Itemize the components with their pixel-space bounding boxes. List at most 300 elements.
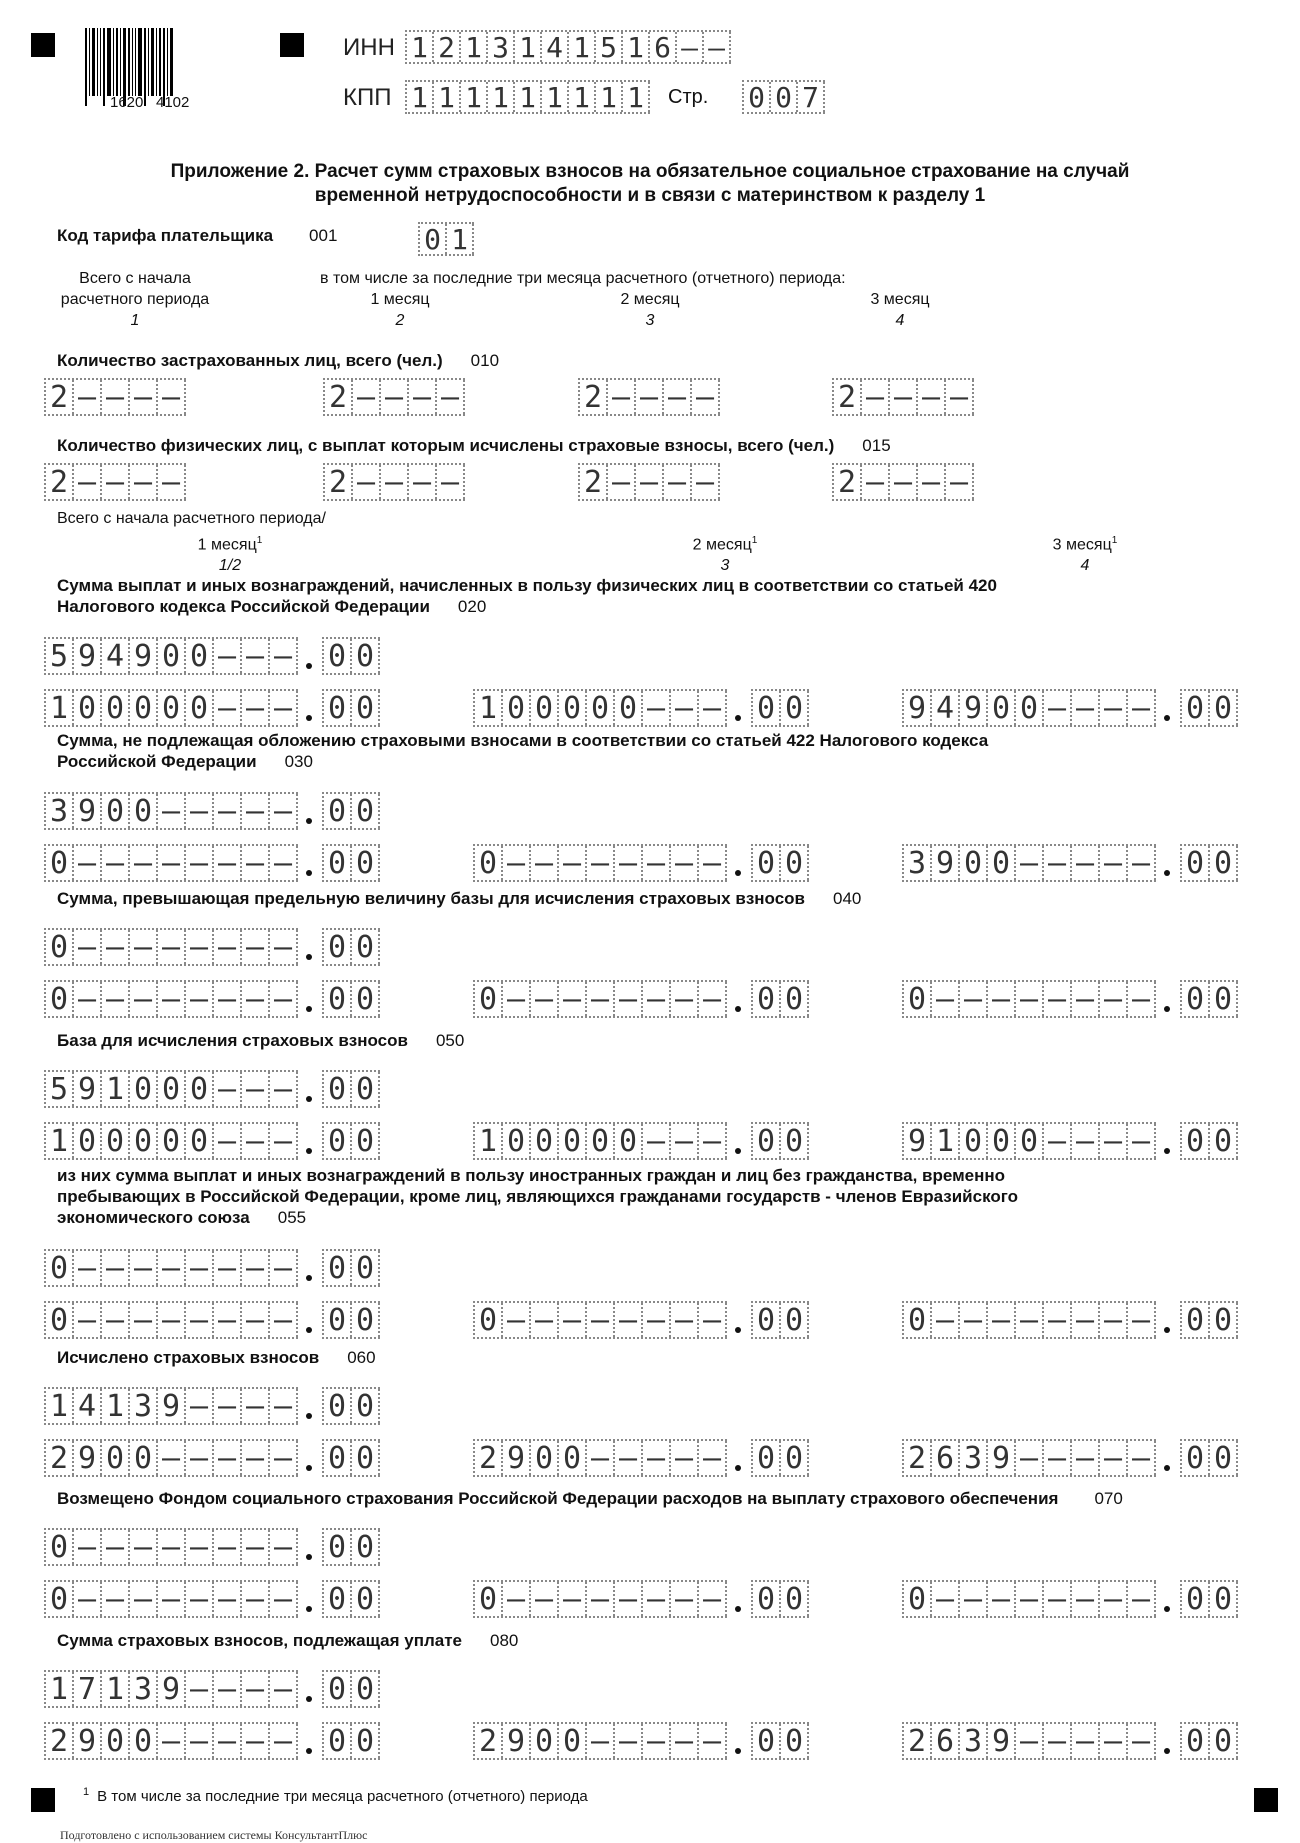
kpp-field[interactable] (405, 80, 650, 114)
money-field-060-month-3-decimal[interactable] (1180, 1439, 1238, 1477)
comb-cell: – (102, 982, 130, 1016)
comb-cell: 0 (352, 1303, 380, 1337)
comb-cell: 0 (960, 846, 988, 880)
money-field-040-month-2-decimal[interactable] (751, 980, 809, 1018)
prepared-note: Подготовлено с использованием системы КонсультантПлюс (60, 1828, 368, 1842)
comb-cell: 3 (904, 846, 932, 880)
comb-cell: – (1100, 1124, 1128, 1158)
decimal-point (1164, 1148, 1170, 1154)
comb-cell: 2 (834, 380, 862, 414)
count-col-3-number: 3 (645, 312, 655, 329)
comb-cell: 0 (186, 1072, 214, 1106)
money-field-050-month-1-decimal[interactable] (322, 1122, 380, 1160)
money-col-2-footnote-mark: 1 (751, 535, 758, 546)
count-field-015-col-4[interactable] (832, 463, 974, 501)
money-field-060-month-2-integer[interactable] (473, 1439, 727, 1477)
comb-cell: – (102, 1530, 130, 1564)
comb-cell: – (531, 846, 559, 880)
comb-cell: – (615, 846, 643, 880)
comb-cell: – (102, 465, 130, 499)
money-field-040-total-integer[interactable] (44, 928, 298, 966)
comb-cell: – (862, 465, 890, 499)
comb-cell: 0 (324, 1251, 352, 1285)
comb-cell: – (704, 32, 731, 62)
kpp-label: КПП (343, 84, 392, 111)
comb-cell: 0 (130, 1072, 158, 1106)
comb-cell: 0 (587, 1124, 615, 1158)
comb-cell: 1 (46, 1124, 74, 1158)
money-field-060-total-decimal[interactable] (322, 1387, 380, 1425)
comb-cell: – (102, 846, 130, 880)
comb-cell: 0 (904, 982, 932, 1016)
comb-cell: – (242, 982, 270, 1016)
comb-cell: – (186, 1582, 214, 1616)
money-col-1-number: 1/2 (218, 557, 242, 575)
comb-cell: – (608, 465, 636, 499)
money-field-060-month-1-decimal[interactable] (322, 1439, 380, 1477)
tariff-label (57, 225, 337, 246)
money-field-030-month-1-decimal[interactable] (322, 844, 380, 882)
comb-cell: – (671, 982, 699, 1016)
comb-cell: 0 (475, 1582, 503, 1616)
comb-cell: – (242, 1124, 270, 1158)
money-field-080-month-2-integer[interactable] (473, 1722, 727, 1760)
comb-cell: – (671, 1124, 699, 1158)
count-col-1-line-2: расчетного периода (60, 291, 210, 308)
comb-cell: 9 (74, 1072, 102, 1106)
money-field-055-total-decimal[interactable] (322, 1249, 380, 1287)
count-col-2-label: 1 месяц (370, 291, 430, 308)
comb-cell: – (242, 1251, 270, 1285)
comb-cell: 0 (1210, 1441, 1238, 1475)
comb-cell: 0 (960, 1124, 988, 1158)
decimal-point (1164, 1465, 1170, 1471)
barcode-bar (148, 28, 149, 96)
count-field-015-col-1[interactable] (44, 463, 186, 501)
comb-cell: – (671, 1724, 699, 1758)
comb-cell: 1 (623, 32, 650, 62)
comb-cell: 3 (488, 32, 515, 62)
money-field-070-month-2-integer[interactable] (473, 1580, 727, 1618)
comb-cell: 1 (542, 82, 569, 112)
comb-cell: – (1044, 1582, 1072, 1616)
decimal-point (1164, 1006, 1170, 1012)
money-field-055-month-2-decimal[interactable] (751, 1301, 809, 1339)
comb-cell: – (1016, 846, 1044, 880)
comb-cell: – (158, 794, 186, 828)
comb-cell: – (186, 930, 214, 964)
decimal-point (306, 1327, 312, 1333)
decimal-point (1164, 870, 1170, 876)
row-label-line: экономического союза (57, 1208, 250, 1227)
barcode-bar (97, 28, 98, 96)
comb-cell: – (158, 380, 186, 414)
comb-cell: – (587, 1303, 615, 1337)
comb-cell: – (214, 982, 242, 1016)
comb-cell: 9 (904, 1124, 932, 1158)
comb-cell: 1 (515, 32, 542, 62)
comb-cell: – (214, 1724, 242, 1758)
comb-cell: 2 (46, 1724, 74, 1758)
comb-cell: – (130, 1303, 158, 1337)
comb-cell: 0 (1182, 982, 1210, 1016)
money-field-080-total-decimal[interactable] (322, 1670, 380, 1708)
comb-cell: – (214, 930, 242, 964)
comb-cell: 4 (102, 639, 130, 673)
comb-cell: 0 (1182, 1724, 1210, 1758)
comb-cell: 5 (46, 1072, 74, 1106)
comb-cell: – (1128, 982, 1156, 1016)
comb-cell: 0 (46, 846, 74, 880)
comb-cell: 0 (324, 1672, 352, 1706)
comb-cell: 1 (407, 82, 434, 112)
comb-cell: – (242, 1389, 270, 1423)
money-field-030-total-integer[interactable] (44, 792, 298, 830)
alignment-marker-top-right (280, 33, 304, 57)
row-label-010 (57, 350, 499, 371)
comb-cell: – (918, 465, 946, 499)
comb-cell: – (1100, 1441, 1128, 1475)
footnote (83, 1786, 588, 1805)
decimal-point (306, 1148, 312, 1154)
row-label-line: Сумма, превышающая предельную величину базы для исчисления страховых взносов (57, 889, 805, 908)
comb-cell: 0 (781, 1441, 809, 1475)
money-field-050-month-2-integer[interactable] (473, 1122, 727, 1160)
comb-cell: 0 (531, 1724, 559, 1758)
comb-cell: – (559, 1582, 587, 1616)
barcode-bar (85, 28, 87, 106)
comb-cell: 0 (102, 1441, 130, 1475)
comb-cell: – (503, 982, 531, 1016)
row-label-line: Налогового кодекса Российской Федерации (57, 597, 430, 616)
comb-cell: – (1100, 1582, 1128, 1616)
money-intro: Всего с начала расчетного периода/ (57, 510, 326, 527)
comb-cell: – (270, 1251, 298, 1285)
comb-cell: 9 (74, 1724, 102, 1758)
row-code: 060 (347, 1348, 376, 1367)
decimal-point (735, 1006, 741, 1012)
money-field-080-month-1-decimal[interactable] (322, 1722, 380, 1760)
comb-cell: – (437, 380, 465, 414)
comb-cell: – (242, 1672, 270, 1706)
comb-cell: – (1128, 1303, 1156, 1337)
comb-cell: 0 (753, 1124, 781, 1158)
comb-cell: 2 (904, 1441, 932, 1475)
comb-cell: 0 (781, 846, 809, 880)
comb-cell: – (381, 465, 409, 499)
money-field-070-month-3-decimal[interactable] (1180, 1580, 1238, 1618)
comb-cell: 0 (324, 1724, 352, 1758)
count-col-1-line-1: Всего с начала (79, 270, 191, 287)
money-field-070-month-3-integer[interactable] (902, 1580, 1156, 1618)
comb-cell: – (214, 691, 242, 725)
barcode-bar (132, 28, 133, 96)
comb-cell: – (186, 1251, 214, 1285)
comb-cell: – (270, 639, 298, 673)
comb-cell: – (214, 1582, 242, 1616)
count-field-015-col-2[interactable] (323, 463, 465, 501)
money-field-050-month-1-integer[interactable] (44, 1122, 298, 1160)
count-col-3-header (590, 289, 710, 331)
comb-cell: 0 (531, 1441, 559, 1475)
comb-cell: 2 (475, 1441, 503, 1475)
comb-cell: 9 (74, 794, 102, 828)
comb-cell: 3 (46, 794, 74, 828)
money-field-020-total-integer[interactable] (44, 637, 298, 675)
barcode-bar (138, 28, 142, 96)
page-number-field[interactable] (742, 80, 825, 114)
comb-cell: – (946, 465, 974, 499)
comb-cell: – (102, 1303, 130, 1337)
row-label-030 (57, 730, 1247, 772)
comb-cell: 0 (1182, 1582, 1210, 1616)
money-field-050-month-3-decimal[interactable] (1180, 1122, 1238, 1160)
comb-cell: 0 (46, 1582, 74, 1616)
comb-cell: – (158, 465, 186, 499)
comb-cell: – (158, 1724, 186, 1758)
comb-cell: 0 (102, 1724, 130, 1758)
decimal-point (735, 870, 741, 876)
comb-cell: 0 (1182, 1303, 1210, 1337)
comb-cell: – (960, 1582, 988, 1616)
decimal-point (306, 1748, 312, 1754)
row-code: 010 (470, 351, 500, 370)
comb-cell: 0 (352, 639, 380, 673)
comb-cell: – (270, 794, 298, 828)
comb-cell: – (643, 982, 671, 1016)
money-field-055-month-2-integer[interactable] (473, 1301, 727, 1339)
count-field-010-col-2[interactable] (323, 378, 465, 416)
comb-cell: 0 (352, 846, 380, 880)
money-field-080-month-1-integer[interactable] (44, 1722, 298, 1760)
tariff-code: 001 (309, 226, 338, 245)
money-field-070-total-integer[interactable] (44, 1528, 298, 1566)
barcode-bar (100, 28, 101, 96)
comb-cell: – (671, 846, 699, 880)
money-field-080-month-3-integer[interactable] (902, 1722, 1156, 1760)
row-code: 055 (277, 1208, 307, 1227)
barcode-bar (107, 28, 111, 96)
comb-cell: – (214, 1672, 242, 1706)
decimal-point (306, 1413, 312, 1419)
comb-cell: – (74, 982, 102, 1016)
money-field-030-month-3-decimal[interactable] (1180, 844, 1238, 882)
decimal-point (306, 870, 312, 876)
tariff-field[interactable] (418, 222, 474, 256)
comb-cell: 0 (352, 1251, 380, 1285)
comb-cell: – (186, 1441, 214, 1475)
comb-cell: 3 (960, 1441, 988, 1475)
count-col-1-header (30, 268, 240, 331)
comb-cell: 0 (904, 1303, 932, 1337)
comb-cell: 0 (158, 691, 186, 725)
comb-cell: 0 (352, 794, 380, 828)
comb-cell: 0 (158, 639, 186, 673)
count-field-010-col-4[interactable] (832, 378, 974, 416)
comb-cell: 0 (324, 1072, 352, 1106)
money-field-080-month-3-decimal[interactable] (1180, 1722, 1238, 1760)
comb-cell: 6 (650, 32, 677, 62)
comb-cell: – (1072, 982, 1100, 1016)
comb-cell: – (671, 1582, 699, 1616)
money-field-040-month-1-decimal[interactable] (322, 980, 380, 1018)
money-field-030-month-2-integer[interactable] (473, 844, 727, 882)
money-field-070-month-1-decimal[interactable] (322, 1580, 380, 1618)
money-field-080-month-2-decimal[interactable] (751, 1722, 809, 1760)
money-field-055-total-integer[interactable] (44, 1249, 298, 1287)
money-field-070-total-decimal[interactable] (322, 1528, 380, 1566)
comb-cell: 0 (324, 639, 352, 673)
comb-cell: – (608, 380, 636, 414)
alignment-marker-bottom-right (1254, 1788, 1278, 1812)
decimal-point (735, 1748, 741, 1754)
money-field-070-month-2-decimal[interactable] (751, 1580, 809, 1618)
comb-cell: – (270, 1441, 298, 1475)
comb-cell: 1 (623, 82, 650, 112)
money-field-030-month-3-integer[interactable] (902, 844, 1156, 882)
money-field-050-total-integer[interactable] (44, 1070, 298, 1108)
money-field-055-month-3-integer[interactable] (902, 1301, 1156, 1339)
count-col-1-number: 1 (130, 312, 140, 329)
barcode-bar (135, 28, 136, 96)
decimal-point (735, 715, 741, 721)
comb-cell: – (643, 1124, 671, 1158)
money-field-020-total-decimal[interactable] (322, 637, 380, 675)
comb-cell: 0 (503, 691, 531, 725)
comb-cell: 0 (1182, 691, 1210, 725)
money-field-020-month-3-integer[interactable] (902, 689, 1156, 727)
comb-cell: 0 (74, 1124, 102, 1158)
money-field-060-total-integer[interactable] (44, 1387, 298, 1425)
money-field-080-total-integer[interactable] (44, 1670, 298, 1708)
comb-cell: 1 (515, 82, 542, 112)
barcode-bar (128, 28, 130, 96)
comb-cell: – (158, 1530, 186, 1564)
comb-cell: – (270, 1389, 298, 1423)
comb-cell: 0 (781, 1582, 809, 1616)
comb-cell: – (960, 1303, 988, 1337)
money-field-050-total-decimal[interactable] (322, 1070, 380, 1108)
money-field-030-month-1-integer[interactable] (44, 844, 298, 882)
comb-cell: – (699, 846, 727, 880)
money-field-055-month-1-decimal[interactable] (322, 1301, 380, 1339)
money-field-030-month-2-decimal[interactable] (751, 844, 809, 882)
money-field-040-month-3-decimal[interactable] (1180, 980, 1238, 1018)
comb-cell: – (988, 1582, 1016, 1616)
comb-cell: – (960, 982, 988, 1016)
money-field-055-month-1-integer[interactable] (44, 1301, 298, 1339)
row-label-055 (57, 1165, 1247, 1228)
comb-cell: 0 (475, 1303, 503, 1337)
comb-cell: – (74, 1530, 102, 1564)
money-field-040-month-1-integer[interactable] (44, 980, 298, 1018)
barcode-bar (89, 28, 90, 96)
money-field-060-month-1-integer[interactable] (44, 1439, 298, 1477)
money-field-030-total-decimal[interactable] (322, 792, 380, 830)
row-label-line: Сумма выплат и иных вознаграждений, начисленных в пользу физических лиц в соответствии со статьей 420 (57, 576, 997, 595)
comb-cell: – (242, 794, 270, 828)
comb-cell: – (615, 1441, 643, 1475)
comb-cell: 1 (461, 82, 488, 112)
money-field-060-month-2-decimal[interactable] (751, 1439, 809, 1477)
row-label-line: База для исчисления страховых взносов (57, 1031, 408, 1050)
comb-cell: 9 (932, 846, 960, 880)
barcode-bar (116, 28, 118, 96)
money-field-050-month-3-integer[interactable] (902, 1122, 1156, 1160)
comb-cell: 0 (1182, 1441, 1210, 1475)
decimal-point (306, 1275, 312, 1281)
comb-cell: 0 (352, 1124, 380, 1158)
comb-cell: 0 (352, 1072, 380, 1106)
count-col-4-label: 3 месяц (870, 291, 930, 308)
money-field-020-month-1-decimal[interactable] (322, 689, 380, 727)
comb-cell: 9 (503, 1441, 531, 1475)
comb-cell: – (242, 1530, 270, 1564)
comb-cell: – (615, 1724, 643, 1758)
comb-cell: 3 (130, 1672, 158, 1706)
money-col-3-footnote-mark: 1 (1111, 535, 1118, 546)
count-field-010-col-1[interactable] (44, 378, 186, 416)
inn-field[interactable] (405, 30, 731, 64)
barcode-bar (92, 28, 95, 96)
comb-cell: – (381, 380, 409, 414)
money-field-040-total-decimal[interactable] (322, 928, 380, 966)
comb-cell: – (699, 1441, 727, 1475)
comb-cell: 9 (988, 1724, 1016, 1758)
count-field-010-col-3[interactable] (578, 378, 720, 416)
decimal-point (306, 1465, 312, 1471)
page-title (60, 160, 1240, 208)
comb-cell: 0 (74, 691, 102, 725)
comb-cell: – (1100, 691, 1128, 725)
comb-cell: – (890, 380, 918, 414)
decimal-point (1164, 1606, 1170, 1612)
comb-cell: – (214, 1389, 242, 1423)
comb-cell: 0 (1210, 1124, 1238, 1158)
money-field-050-month-2-decimal[interactable] (751, 1122, 809, 1160)
comb-cell: 0 (753, 1724, 781, 1758)
comb-cell: – (158, 846, 186, 880)
row-label-line: Российской Федерации (57, 752, 257, 771)
money-field-055-month-3-decimal[interactable] (1180, 1301, 1238, 1339)
money-field-060-month-3-integer[interactable] (902, 1439, 1156, 1477)
comb-cell: – (643, 691, 671, 725)
money-field-040-month-2-integer[interactable] (473, 980, 727, 1018)
comb-cell: – (615, 982, 643, 1016)
money-field-020-month-2-decimal[interactable] (751, 689, 809, 727)
comb-cell: 1 (102, 1672, 130, 1706)
comb-cell: – (1044, 1303, 1072, 1337)
comb-cell: – (214, 1124, 242, 1158)
comb-cell: 0 (324, 1303, 352, 1337)
comb-cell: – (1072, 1124, 1100, 1158)
money-field-020-month-2-integer[interactable] (473, 689, 727, 727)
money-field-070-month-1-integer[interactable] (44, 1580, 298, 1618)
comb-cell: 0 (1182, 846, 1210, 880)
comb-cell: – (214, 1303, 242, 1337)
comb-cell: – (242, 1724, 270, 1758)
money-field-040-month-3-integer[interactable] (902, 980, 1156, 1018)
comb-cell: – (270, 982, 298, 1016)
money-field-020-month-1-integer[interactable] (44, 689, 298, 727)
barcode-bar (113, 28, 114, 96)
comb-cell: 0 (753, 1582, 781, 1616)
count-field-015-col-3[interactable] (578, 463, 720, 501)
comb-cell: 0 (475, 982, 503, 1016)
comb-cell: – (587, 1724, 615, 1758)
money-field-020-month-3-decimal[interactable] (1180, 689, 1238, 727)
row-code: 015 (862, 436, 891, 455)
